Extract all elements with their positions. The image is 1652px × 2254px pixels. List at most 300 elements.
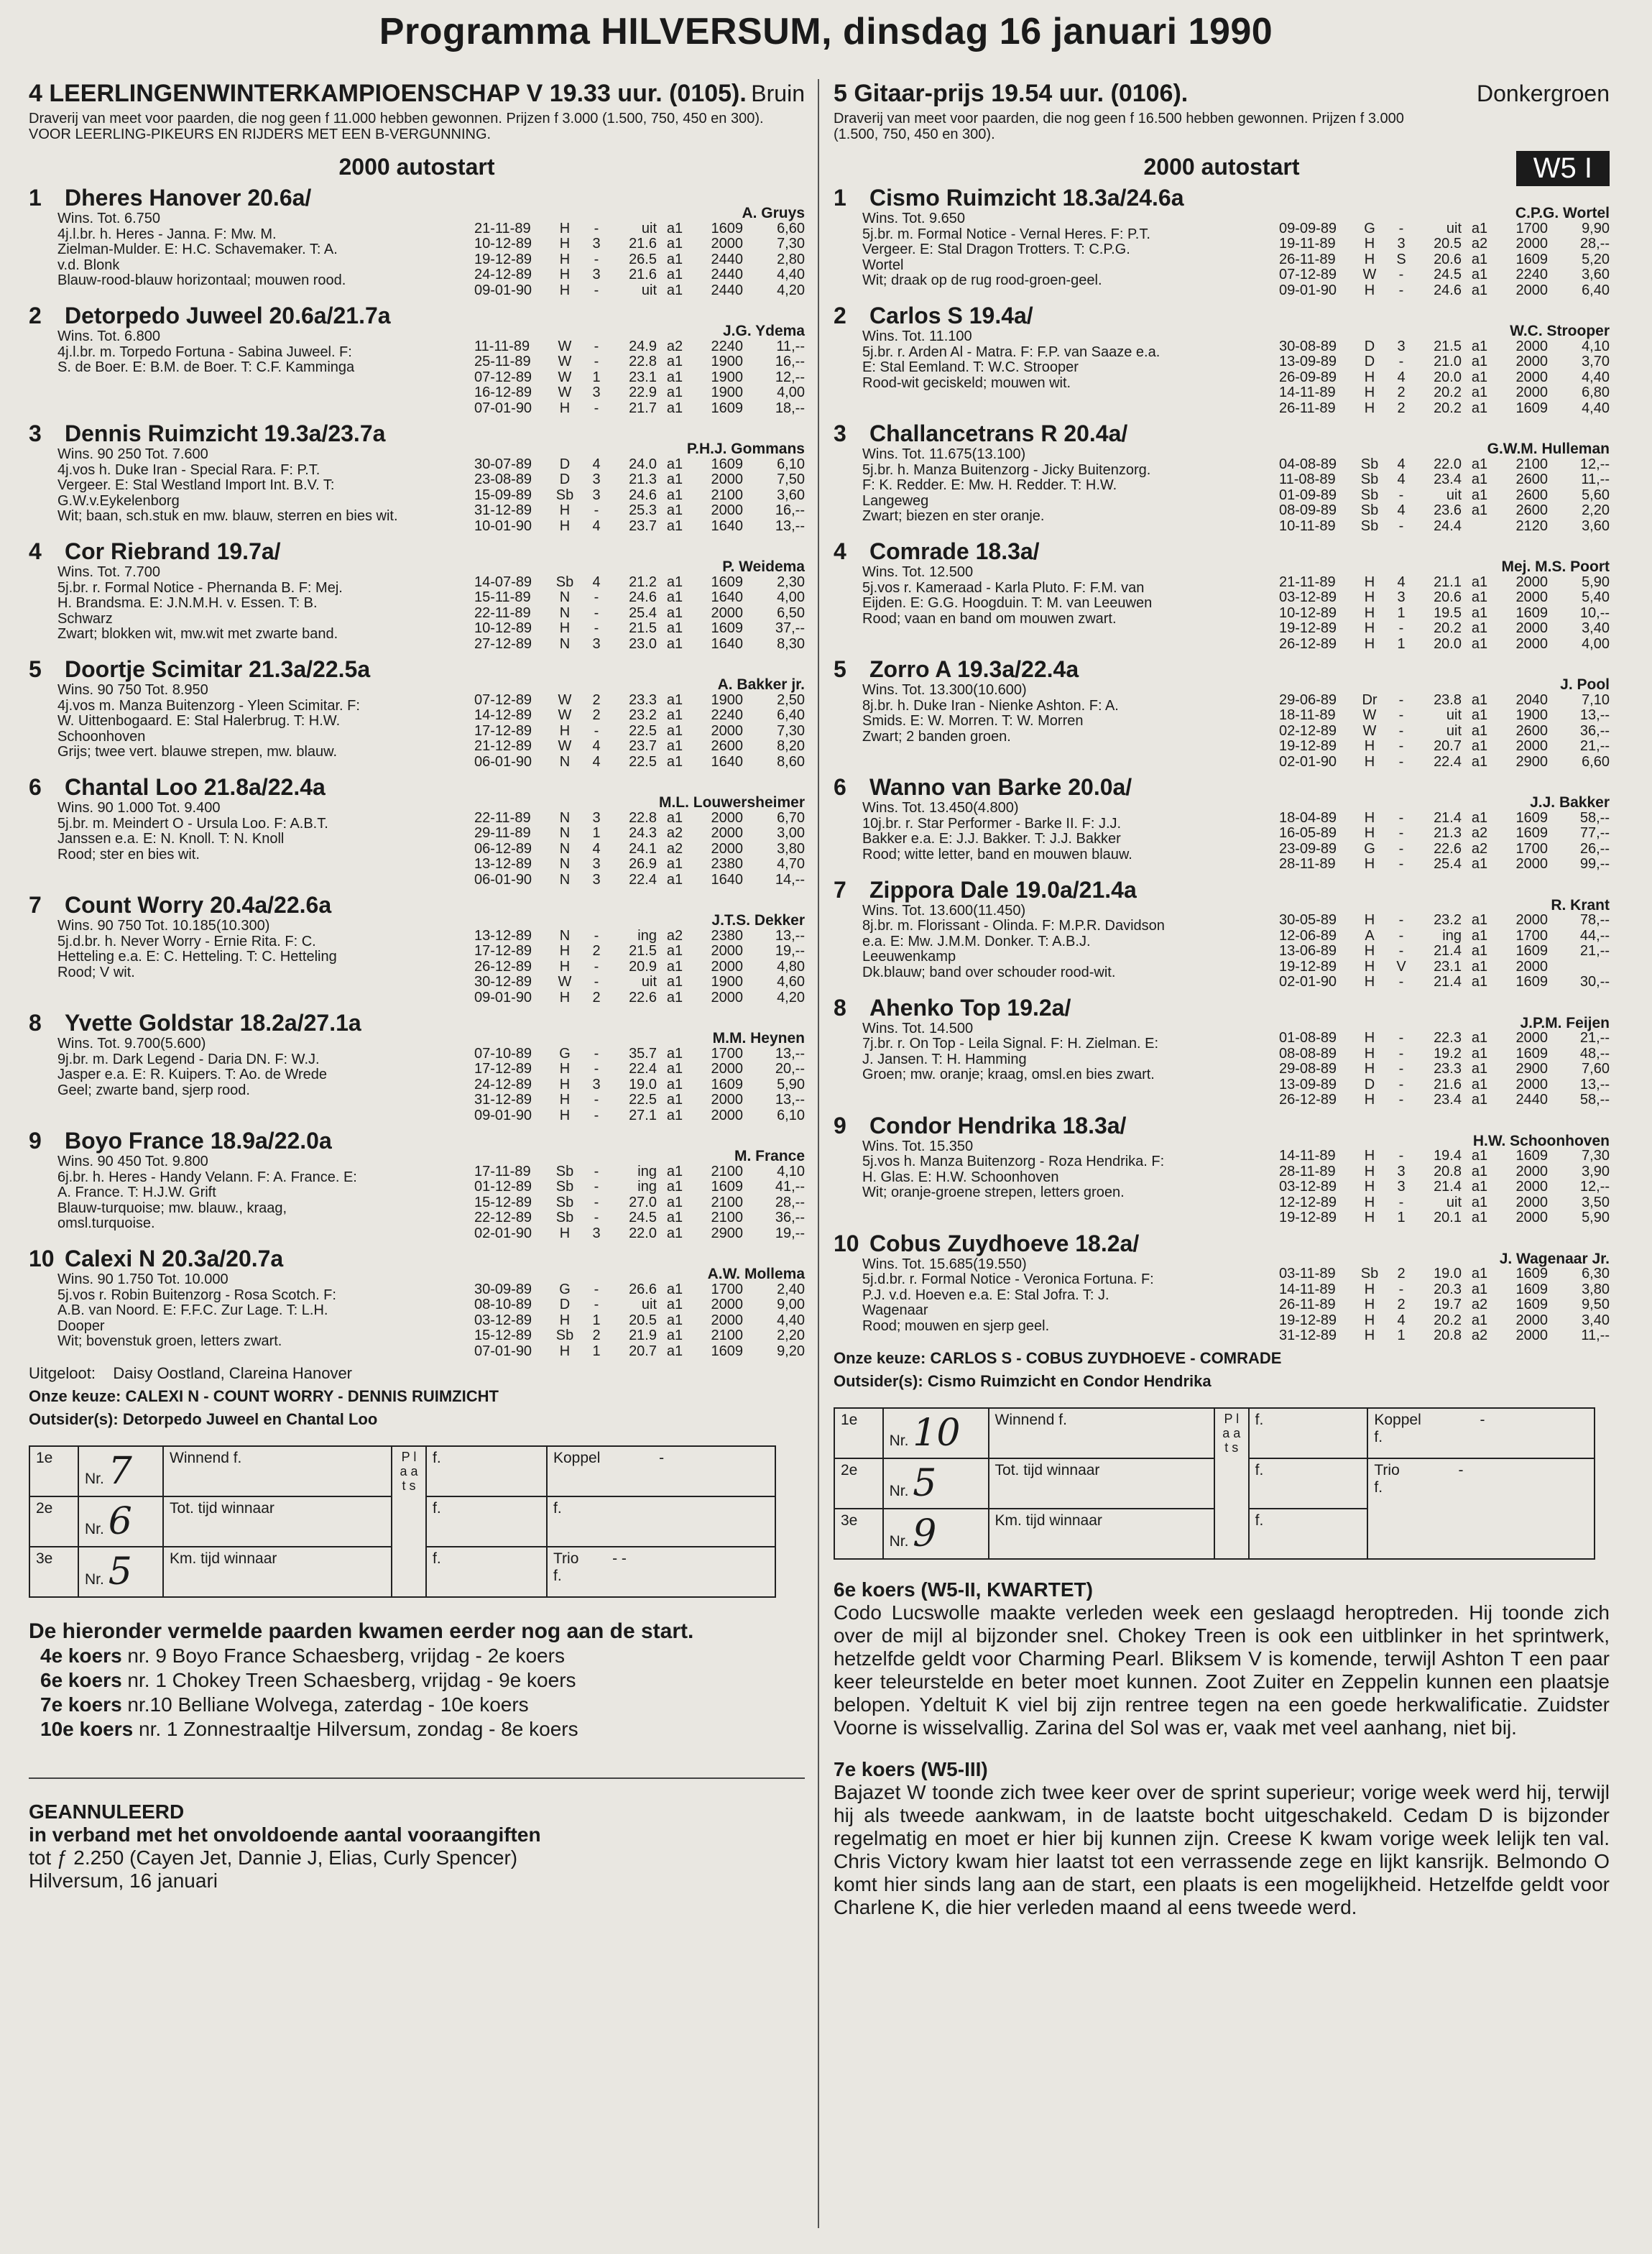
- form-cell: 11-11-89: [474, 338, 530, 354]
- horse-info-line: Vergeer. E: Stal Dragon Trotters. T: C.P.G.: [862, 242, 1130, 257]
- form-cell: a1: [1471, 1312, 1488, 1328]
- form-cell: 48,--: [1579, 1045, 1610, 1062]
- form-cell: 30-05-89: [1279, 912, 1337, 928]
- form-cell: 21-11-89: [474, 220, 531, 236]
- form-cell: D: [1364, 354, 1375, 369]
- form-row: [1279, 708, 1610, 724]
- form-cell: 35.7: [629, 1045, 657, 1062]
- start-type: 2000 autostart: [338, 154, 495, 180]
- form-cell: 4,10: [777, 1163, 805, 1179]
- form-row: [474, 755, 805, 770]
- trainer-name: J. Pool: [1560, 676, 1610, 693]
- horse-entry: [834, 303, 1610, 416]
- horse-info-line: omsl.turquoise.: [57, 1215, 155, 1231]
- form-cell: 2000: [1515, 958, 1548, 975]
- horse-info-line: Wit; bovenstuk groen, letters zwart.: [57, 1333, 282, 1349]
- form-cell: 1700: [1515, 840, 1548, 857]
- form-row: [1279, 1046, 1610, 1062]
- horse-info-line: Eijden. E: G.G. Hoogduin. T: M. van Leeuwen: [862, 595, 1153, 611]
- form-cell: a1: [666, 1194, 683, 1210]
- horse-info-line: Wins. Tot. 6.750: [57, 211, 161, 226]
- form-cell: 7,30: [777, 722, 805, 739]
- form-cell: Sb: [555, 1210, 574, 1225]
- form-cell: a1: [666, 943, 683, 959]
- form-cell: -: [1398, 1061, 1404, 1077]
- form-cell: 22.9: [629, 385, 657, 400]
- form-cell: 41,--: [775, 1179, 805, 1195]
- form-cell: -: [1398, 518, 1404, 534]
- form-cell: 3,60: [777, 487, 805, 503]
- form-cell: W: [1362, 707, 1377, 723]
- form-row: [1279, 1313, 1610, 1329]
- trainer-name: Mej. M.S. Poort: [1501, 558, 1610, 575]
- form-cell: 21.7: [629, 400, 657, 416]
- horse-info-line: Langeweg: [862, 492, 929, 509]
- form-cell: 2900: [1515, 1061, 1548, 1077]
- form-cell: 2440: [711, 267, 743, 282]
- form-cell: 2600: [1515, 502, 1548, 518]
- horse-info-line: Wit; oranje-groene strepen, letters groen.: [862, 1184, 1125, 1200]
- horse-name: Ahenko Top 19.2a/: [869, 994, 1071, 1021]
- form-cell: 22-12-89: [474, 1210, 532, 1225]
- form-cell: 23.6: [1434, 502, 1462, 518]
- form-cell: 01-09-89: [1279, 487, 1337, 503]
- previous-race: 6e koers: [40, 1669, 122, 1691]
- horse-info-line: 4j.vos m. Manza Buitenzorg - Yleen Scimitar. F:: [57, 697, 360, 714]
- form-cell: a1: [1471, 958, 1488, 975]
- form-cell: 7,30: [777, 236, 805, 252]
- form-row: [1279, 1179, 1610, 1195]
- form-cell: 20.1: [1434, 1210, 1462, 1225]
- horse-info-line: Wins. Tot. 9.700(5.600): [57, 1036, 206, 1052]
- form-cell: a1: [666, 958, 683, 975]
- form-cell: 12-06-89: [1279, 927, 1337, 944]
- form-cell: 4,40: [1582, 400, 1610, 416]
- trainer-name: A. Gruys: [742, 205, 805, 221]
- form-cell: 1609: [1515, 400, 1548, 416]
- form-cell: 4: [592, 574, 601, 590]
- horse-number: 9: [29, 1128, 42, 1154]
- form-cell: 2240: [1515, 267, 1548, 282]
- form-row: [1279, 857, 1610, 873]
- form-cell: a1: [1471, 620, 1488, 636]
- form-cell: 13,--: [775, 927, 805, 944]
- form-cell: Sb: [1360, 502, 1379, 518]
- horse-info: [57, 329, 474, 416]
- form-cell: 2000: [1515, 856, 1548, 872]
- horse-info-line: Wins. Tot. 9.650: [862, 211, 966, 226]
- horse-info-line: W. Uittenbogaard. E: Stal Halerbrug. T: H.W.: [57, 713, 341, 729]
- horse-info-line: Rood; mouwen en sjerp geel.: [862, 1317, 1050, 1334]
- horse-body: [834, 794, 1610, 873]
- form-cell: 14-11-89: [1279, 1281, 1336, 1297]
- form-cell: H: [1364, 385, 1375, 400]
- form-cell: 13,--: [1579, 1076, 1610, 1092]
- trainer-name: W.C. Strooper: [1510, 323, 1610, 339]
- form-cell: 2600: [711, 738, 743, 754]
- form-cell: H: [1364, 282, 1375, 298]
- form-cell: 22-11-89: [474, 604, 531, 621]
- form-cell: 2240: [711, 707, 743, 723]
- form-cell: 8,60: [777, 753, 805, 770]
- handwritten-first: 7: [108, 1450, 132, 1493]
- form-cell: 20.2: [1434, 620, 1462, 636]
- form-cell: 3: [1397, 589, 1406, 605]
- form-cell: 5,90: [777, 1076, 805, 1092]
- form-cell: a1: [666, 472, 683, 487]
- form-cell: 21,--: [1579, 943, 1610, 959]
- form-cell: 11,--: [1581, 1328, 1610, 1343]
- commentary-title: 6e koers (W5-II, KWARTET): [834, 1578, 1093, 1601]
- form-cell: G: [559, 1281, 571, 1297]
- form-cell: 10,--: [1579, 604, 1610, 621]
- horse-form: [474, 205, 805, 298]
- form-cell: -: [594, 251, 599, 267]
- form-cell: 24.5: [1434, 267, 1462, 282]
- form-cell: 2,20: [1582, 502, 1610, 518]
- form-cell: D: [559, 1297, 571, 1312]
- form-cell: -: [594, 974, 599, 990]
- form-cell: a1: [666, 1045, 683, 1062]
- form-row: [1279, 739, 1610, 755]
- form-row: [1279, 1092, 1610, 1108]
- horse-info-line: Wagenaar: [862, 1302, 928, 1318]
- trainer-name: J.T.S. Dekker: [711, 912, 805, 929]
- form-cell: 21.2: [629, 574, 657, 590]
- form-cell: 1900: [711, 385, 743, 400]
- form-cell: H: [1364, 1328, 1375, 1343]
- form-cell: 15-11-89: [474, 589, 531, 605]
- form-cell: H: [1364, 753, 1375, 770]
- form-cell: 18-11-89: [1279, 707, 1336, 723]
- form-cell: -: [594, 338, 599, 354]
- form-cell: 5,90: [1582, 1210, 1610, 1225]
- horse-info-line: Wins. Tot. 15.350: [862, 1138, 974, 1154]
- form-cell: 1900: [711, 974, 743, 990]
- outsiders: Outsider(s): Cismo Ruimzicht en Condor Hendrika: [834, 1371, 1212, 1390]
- form-cell: 6,10: [777, 456, 805, 472]
- form-cell: a1: [666, 1163, 683, 1179]
- form-cell: 1700: [1515, 220, 1548, 236]
- horse-info: [862, 211, 1279, 298]
- form-row: [474, 873, 805, 888]
- previous-start-line: [29, 1644, 805, 1668]
- form-cell: W: [558, 369, 572, 385]
- race-title: Donkergroen 5 Gitaar-prijs 19.54 uur. (0106).: [834, 80, 1610, 107]
- form-cell: H: [559, 267, 571, 282]
- handwritten-third: 9: [913, 1512, 937, 1555]
- column-divider: [818, 79, 819, 2228]
- form-cell: 14-11-89: [1279, 385, 1336, 400]
- form-cell: 4: [1397, 502, 1406, 518]
- form-cell: 07-12-89: [1279, 267, 1337, 282]
- form-cell: 22.8: [629, 809, 657, 826]
- horse-info-line: Hetteling e.a. E: C. Hetteling. T: C. Hetteling: [57, 949, 337, 965]
- form-cell: a1: [1471, 1266, 1488, 1282]
- commentary: [834, 1578, 1610, 1919]
- form-cell: 3: [592, 487, 601, 503]
- form-row: [1279, 811, 1610, 827]
- horse-info-line: 9j.br. m. Dark Legend - Daria DN. F: W.J.: [57, 1051, 320, 1067]
- form-cell: 2000: [711, 958, 743, 975]
- form-cell: 12,--: [775, 369, 805, 385]
- form-cell: 2100: [711, 1328, 743, 1343]
- trainer-name: M.M. Heynen: [712, 1030, 805, 1046]
- form-cell: ing: [637, 1179, 657, 1195]
- form-cell: a1: [666, 989, 683, 1006]
- previous-race: 4e koers: [40, 1644, 122, 1667]
- horse-info: [862, 1021, 1279, 1108]
- horse-info-line: 5j.br. h. Manza Buitenzorg - Jicky Buitenzorg.: [862, 461, 1151, 478]
- form-cell: a1: [1471, 722, 1488, 739]
- horse-info-line: Wins. 90 250 Tot. 7.600: [57, 446, 208, 462]
- form-row: [1279, 488, 1610, 504]
- form-cell: 1: [592, 369, 601, 385]
- form-cell: H: [1364, 738, 1375, 754]
- form-cell: 17-12-89: [474, 943, 532, 959]
- form-cell: N: [559, 871, 571, 888]
- form-cell: D: [559, 472, 571, 487]
- form-cell: 26-11-89: [1279, 1297, 1336, 1312]
- form-row: [474, 1046, 805, 1062]
- form-cell: a1: [1471, 635, 1488, 652]
- form-cell: a1: [1471, 282, 1488, 298]
- form-cell: a2: [1471, 1297, 1488, 1312]
- form-cell: 2,30: [777, 574, 805, 590]
- form-cell: 2100: [711, 1210, 743, 1225]
- horse-number: 6: [834, 774, 846, 800]
- horse-name: Cobus Zuydhoeve 18.2a/: [869, 1230, 1140, 1256]
- form-cell: 2000: [711, 809, 743, 826]
- form-cell: 23.7: [629, 738, 657, 754]
- form-row: [1279, 1031, 1610, 1046]
- form-cell: [1466, 519, 1493, 535]
- form-cell: a1: [1471, 1179, 1488, 1195]
- form-cell: H: [1364, 1210, 1375, 1225]
- form-cell: 2: [592, 1328, 601, 1343]
- form-cell: 1: [1397, 604, 1406, 621]
- horse-info-line: J. Jansen. T: H. Hamming: [862, 1051, 1027, 1067]
- form-cell: 37,--: [775, 620, 805, 636]
- form-cell: 36,--: [775, 1210, 805, 1225]
- form-cell: 10-01-90: [474, 518, 532, 534]
- form-cell: a1: [666, 220, 683, 236]
- form-cell: 3: [592, 856, 601, 872]
- form-cell: 13,--: [775, 1045, 805, 1062]
- form-cell: 2000: [1515, 1163, 1548, 1179]
- horse-info-line: Grijs; twee vert. blauwe strepen, mw. blauw.: [57, 744, 338, 760]
- form-cell: 31-12-89: [474, 502, 532, 518]
- horse-body: [834, 1014, 1610, 1108]
- form-cell: 13,--: [775, 1092, 805, 1108]
- horse-info-line: Geel; zwarte band, sjerp rood.: [57, 1082, 250, 1098]
- form-cell: 19,--: [775, 1225, 805, 1241]
- form-row: [474, 929, 805, 944]
- horse-info-line: 5j.br. r. Formal Notice - Phernanda B. F: Mej.: [57, 579, 343, 596]
- form-cell: W: [558, 707, 572, 723]
- form-cell: 9,50: [1582, 1297, 1610, 1312]
- form-row: [474, 339, 805, 355]
- form-cell: a2: [1471, 825, 1488, 841]
- form-cell: 22.4: [1434, 753, 1462, 770]
- form-cell: -: [594, 958, 599, 975]
- form-cell: 25.3: [629, 502, 657, 518]
- form-row: [1279, 1164, 1610, 1180]
- form-cell: -: [1398, 691, 1404, 708]
- form-cell: 07-12-89: [474, 691, 532, 708]
- form-row: [474, 267, 805, 283]
- form-cell: -: [594, 1210, 599, 1225]
- outsiders: Outsider(s): Detorpedo Juweel en Chantal Loo: [29, 1410, 378, 1428]
- form-cell: H: [1364, 574, 1375, 590]
- form-cell: 26.9: [629, 856, 657, 872]
- form-cell: ing: [637, 927, 657, 944]
- form-cell: 07-01-90: [474, 1343, 532, 1359]
- form-cell: 2900: [711, 1225, 743, 1241]
- form-cell: a1: [1471, 1281, 1488, 1297]
- form-cell: H: [1364, 809, 1375, 826]
- horse-body: [834, 441, 1610, 534]
- form-cell: -: [594, 620, 599, 636]
- horse-number: 4: [29, 538, 42, 564]
- form-row: [474, 739, 805, 755]
- form-cell: 10-12-89: [1279, 604, 1337, 621]
- form-cell: 13-09-89: [1279, 354, 1337, 369]
- form-cell: 22.0: [1434, 456, 1462, 472]
- race-color: Bruin: [751, 80, 805, 106]
- form-cell: -: [1398, 1281, 1404, 1297]
- form-cell: 15-09-89: [474, 487, 532, 503]
- form-cell: 31-12-89: [474, 1092, 532, 1108]
- form-cell: 3: [592, 635, 601, 652]
- form-cell: 21.9: [629, 1328, 657, 1343]
- form-cell: 1609: [711, 620, 743, 636]
- form-cell: 2,40: [777, 1281, 805, 1297]
- form-cell: 30-08-89: [1279, 338, 1337, 354]
- form-cell: uit: [641, 220, 657, 236]
- horse-info-line: 10j.br. r. Star Performer - Barke II. F: J.J.: [862, 815, 1122, 832]
- horse-info: [57, 1154, 474, 1241]
- horse-info-line: Rood; ster en bies wit.: [57, 846, 200, 862]
- previous-race: 7e koers: [40, 1693, 122, 1716]
- horse-name: Comrade 18.3a/: [869, 538, 1040, 564]
- form-cell: -: [1398, 1045, 1404, 1062]
- form-cell: 5,90: [1582, 574, 1610, 590]
- form-cell: -: [594, 589, 599, 605]
- form-cell: H: [559, 1225, 571, 1241]
- form-cell: a1: [1471, 1045, 1488, 1062]
- previous-start-line: [29, 1668, 805, 1693]
- form-cell: 1: [592, 825, 601, 841]
- form-row: [474, 724, 805, 740]
- form-cell: H: [559, 518, 571, 534]
- horse-info-line: A. France. T: H.J.W. Grift: [57, 1184, 216, 1200]
- form-row: [1279, 1195, 1610, 1211]
- form-cell: a1: [1471, 738, 1488, 754]
- form-cell: 26-11-89: [1279, 400, 1336, 416]
- form-row: [474, 252, 805, 268]
- form-cell: H: [1364, 1297, 1375, 1312]
- form-cell: a1: [1471, 472, 1488, 487]
- trainer-name: G.W.M. Hulleman: [1487, 441, 1610, 457]
- form-cell: D: [1364, 338, 1375, 354]
- form-cell: 3,80: [1582, 1281, 1610, 1297]
- form-cell: H: [1364, 369, 1375, 385]
- form-cell: a1: [666, 691, 683, 708]
- horse-info-line: Leeuwenkamp: [862, 949, 956, 965]
- form-cell: a1: [1471, 1148, 1488, 1164]
- form-cell: 2000: [711, 1297, 743, 1312]
- form-cell: H: [1364, 1281, 1375, 1297]
- form-cell: a1: [1471, 574, 1488, 590]
- form-cell: 21.5: [629, 943, 657, 959]
- form-cell: -: [594, 1045, 599, 1062]
- form-row: [474, 1297, 805, 1313]
- horse-form: [474, 1266, 805, 1359]
- horse-info-line: Zwart; biezen en ster oranje.: [862, 508, 1045, 524]
- horse-entry: [29, 420, 805, 534]
- form-cell: H: [1364, 620, 1375, 636]
- form-cell: 24.0: [629, 456, 657, 472]
- form-row: [474, 1077, 805, 1093]
- form-cell: 6,60: [1582, 753, 1610, 770]
- form-cell: 36,--: [1579, 722, 1610, 739]
- horse-name: Condor Hendrika 18.3a/: [869, 1112, 1127, 1138]
- horse-info-line: Wins. Tot. 13.450(4.800): [862, 800, 1019, 816]
- horse-name: Dennis Ruimzicht 19.3a/23.7a: [65, 420, 386, 446]
- horse-info-line: S. de Boer. E: B.M. de Boer. T: C.F. Kamminga: [57, 359, 355, 375]
- horse-info-line: A.B. van Noord. E: F.F.C. Zur Lage. T: L.H.: [57, 1302, 328, 1318]
- form-cell: H: [559, 251, 571, 267]
- form-row: [1279, 590, 1610, 606]
- plaats-label: P l a a t s: [1214, 1408, 1249, 1559]
- form-cell: 2000: [711, 722, 743, 739]
- form-cell: 6,60: [777, 220, 805, 236]
- horse-form: [1279, 1250, 1610, 1344]
- form-row: [474, 606, 805, 622]
- form-cell: H: [559, 1107, 571, 1123]
- commentary-text: Bajazet W toonde zich twee keer over de sprint superieur; vorige week werd hij, terwijl hij als tweede aankwam, in de laatste bocht uitgeschakeld. Cedam D is bijzonder regelmatig en moet er hier bij kunnen zijn. Creese K kwam vorige week lelijk ten val. Chris Victory kwam hier laatst tot een verrassende zege en lijkt kansrijk. Belmondo O komt hier sinds lang aan de start, een plaats is een mogelijkheid. Hetzelfde geldt voor Charlene K, die hier verleden maand al eens tweede werd.: [834, 1780, 1610, 1918]
- horse-entry: [834, 995, 1610, 1108]
- form-cell: N: [559, 753, 571, 770]
- form-cell: 4: [592, 456, 601, 472]
- form-cell: a1: [1471, 1210, 1488, 1225]
- form-row: [474, 1062, 805, 1077]
- form-cell: 78,--: [1579, 912, 1610, 928]
- horse-body: [29, 1148, 805, 1241]
- form-cell: H: [559, 943, 571, 959]
- form-cell: 2000: [1515, 282, 1548, 298]
- horse-info-line: 4j.l.br. h. Heres - Janna. F: Mw. M.: [57, 226, 277, 242]
- form-row: [1279, 1062, 1610, 1077]
- form-cell: a1: [666, 1225, 683, 1241]
- horse-form: [474, 1030, 805, 1123]
- form-cell: 3: [592, 809, 601, 826]
- form-cell: 22.0: [629, 1225, 657, 1241]
- form-cell: 2000: [711, 1061, 743, 1077]
- form-cell: a1: [1471, 456, 1488, 472]
- horse-info-line: 5j.vos r. Kameraad - Karla Pluto. F: F.M. van: [862, 579, 1145, 596]
- form-cell: -: [1398, 825, 1404, 841]
- form-row: [1279, 221, 1610, 237]
- trainer-name: J.G. Ydema: [722, 323, 805, 339]
- form-cell: a1: [666, 871, 683, 888]
- form-cell: a1: [1471, 400, 1488, 416]
- form-cell: -: [1398, 354, 1404, 369]
- form-row: [474, 1210, 805, 1226]
- horse-info-line: Zwart; blokken wit, mw.wit met zwarte band.: [57, 626, 338, 642]
- form-cell: 08-09-89: [1279, 502, 1337, 518]
